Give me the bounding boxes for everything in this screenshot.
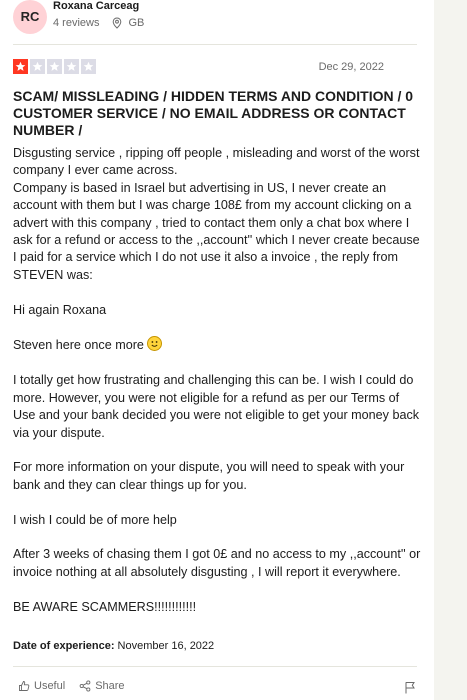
header-divider: [13, 44, 417, 45]
share-label: Share: [95, 680, 125, 692]
review-date: Dec 29, 2022: [318, 61, 384, 73]
review-title[interactable]: SCAM/ MISSLEADING / HIDDEN TERMS AND CONDITION / 0 CUSTOMER SERVICE / NO EMAIL ADDRESS OR CONTACT NUMBER /: [13, 88, 414, 138]
star-filled-icon: [13, 59, 28, 74]
useful-label: Useful: [34, 680, 66, 692]
reviewer-country: GB: [128, 17, 145, 29]
reviewer-name[interactable]: Roxana Carceag: [53, 0, 140, 12]
page-gutter: [434, 0, 467, 700]
experience-label: Date of experience:: [13, 640, 115, 652]
flag-icon[interactable]: [404, 681, 416, 694]
review-actions: [18, 680, 125, 692]
experience-date: November 16, 2022: [117, 640, 215, 652]
star-empty-icon: [47, 59, 62, 74]
star-empty-icon: [30, 59, 45, 74]
location-pin-icon: [111, 17, 123, 29]
review-body-part1: Disgusting service , ripping off people , misleading and worst of the worst company I ever came across. Company is based in Israel but advertising in US, I never create an account with them but I was charge 108£ from my account clicking on a advert with this company , tried to contact them only a chat box where I ask for a refund or access to the ,,account'' which I never create because I paid for a service which I do not use it also a invoice , the reply from STEVEN was: Hi again Roxana Steven here once more: [13, 146, 420, 353]
share-button[interactable]: [79, 680, 124, 692]
star-rating: [13, 59, 96, 74]
share-icon: [79, 680, 91, 692]
date-of-experience: [13, 640, 214, 652]
star-empty-icon: [81, 59, 96, 74]
useful-button[interactable]: [18, 680, 65, 692]
review-body-part2: I totally get how frustrating and challenging this can be. I wish I could do more. However, you were not eligible for a refund as per our Terms of Use and your bank decided you were not eligible to get your money back via your dispute. For more information on your dispute, you will need to speak with your bank and they can clear things up for you. I wish I could be of more help After 3 weeks of chasing them I got 0£ and no access to my ,,account'' or invoice nothing at all absolutely disgusting , I will report it everywhere. BE AWARE SCAMMERS!!!!!!!!!!!!: [13, 373, 421, 614]
reviewer-meta: [53, 17, 144, 29]
reviews-count: 4 reviews: [53, 17, 100, 29]
smiley-icon: [147, 336, 162, 351]
thumbs-up-icon: [18, 680, 30, 692]
avatar[interactable]: RC: [13, 0, 47, 34]
reviewer-header: [13, 0, 423, 40]
footer-divider: [13, 666, 417, 667]
review-body: [13, 145, 423, 616]
star-empty-icon: [64, 59, 79, 74]
